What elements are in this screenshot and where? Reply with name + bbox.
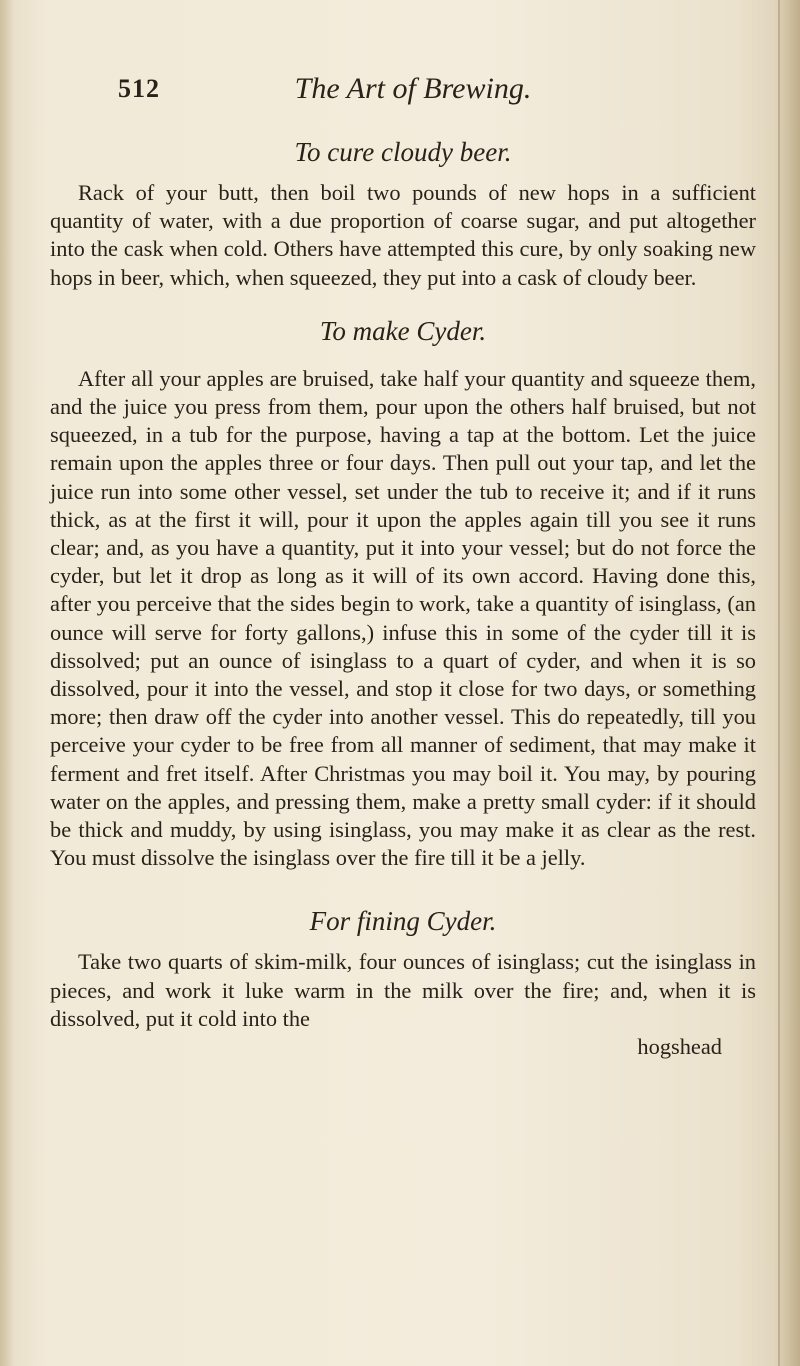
running-title: The Art of Brewing. [294,72,532,105]
page-edge-line [778,0,780,1366]
section-heading-make-cyder: To make Cyder. [319,315,487,346]
page-header [118,62,678,108]
section-body-fining-cyder: Take two quarts of skim-milk, four ounces of isinglass; cut the isinglass in pieces, and work it luke warm in the milk over the fire; and, when it is dissolved, put it cold into the [50,949,756,1031]
page-text [50,124,756,1061]
catchword: hogshead [637,1034,722,1060]
section-heading-cloudy-beer: To cure cloudy beer. [294,137,512,167]
section-body-cloudy-beer: Rack of your butt, then boil two pounds of new hops in a sufficient quantity of water, with a due proportion of coarse sugar, and put altogether into the cask when cold. Others have attempted this cure, by only soaking new hops in beer, which, when squeezed, they put into a cask of cloudy beer. [50,180,756,290]
page-number: 512 [118,74,160,103]
section-body-make-cyder: After all your apples are bruised, take half your quantity and squeeze them, and the juice you press from them, pour upon the others half bruised, but not squeezed, in a tub for the purpose, having a tap at the bottom. Let the juice remain upon the apples three or four days. Then pull out your tap, and let the juice run into some other vessel, set under the tub to receive it; and if it runs thick, as at the first it will, pour it upon the apples again till you see it runs clear; and, as you have a quantity, put it into your vessel; but do not force the cyder, but let it drop as long as it will of its own accord. Having done this, after you perceive that the sides begin to work, take a quantity of isinglass, (an ounce will serve for forty gallons,) infuse this in some of the cyder till it is dissolved; put an ounce of isinglass to a quart of cyder, and when it is so dissolved, pour it into the vessel, and stop it close for two days, or something more; then draw off the cyder into another vessel. This do repeatedly, till you perceive your cyder to be free from all manner of sediment, that may make it ferment and fret itself. After Christmas you may boil it. You may, by pouring water on the apples, and pressing them, make a pretty small cyder: if it should be thick and muddy, by using isinglass, you may make it as clear as the rest. You must dissolve the isinglass over the fire till it be a jelly. [50,365,756,871]
section-heading-fining-cyder: For fining Cyder. [309,906,497,937]
page-gutter-shadow [0,0,14,1366]
page-edge-shadow [762,0,800,1366]
